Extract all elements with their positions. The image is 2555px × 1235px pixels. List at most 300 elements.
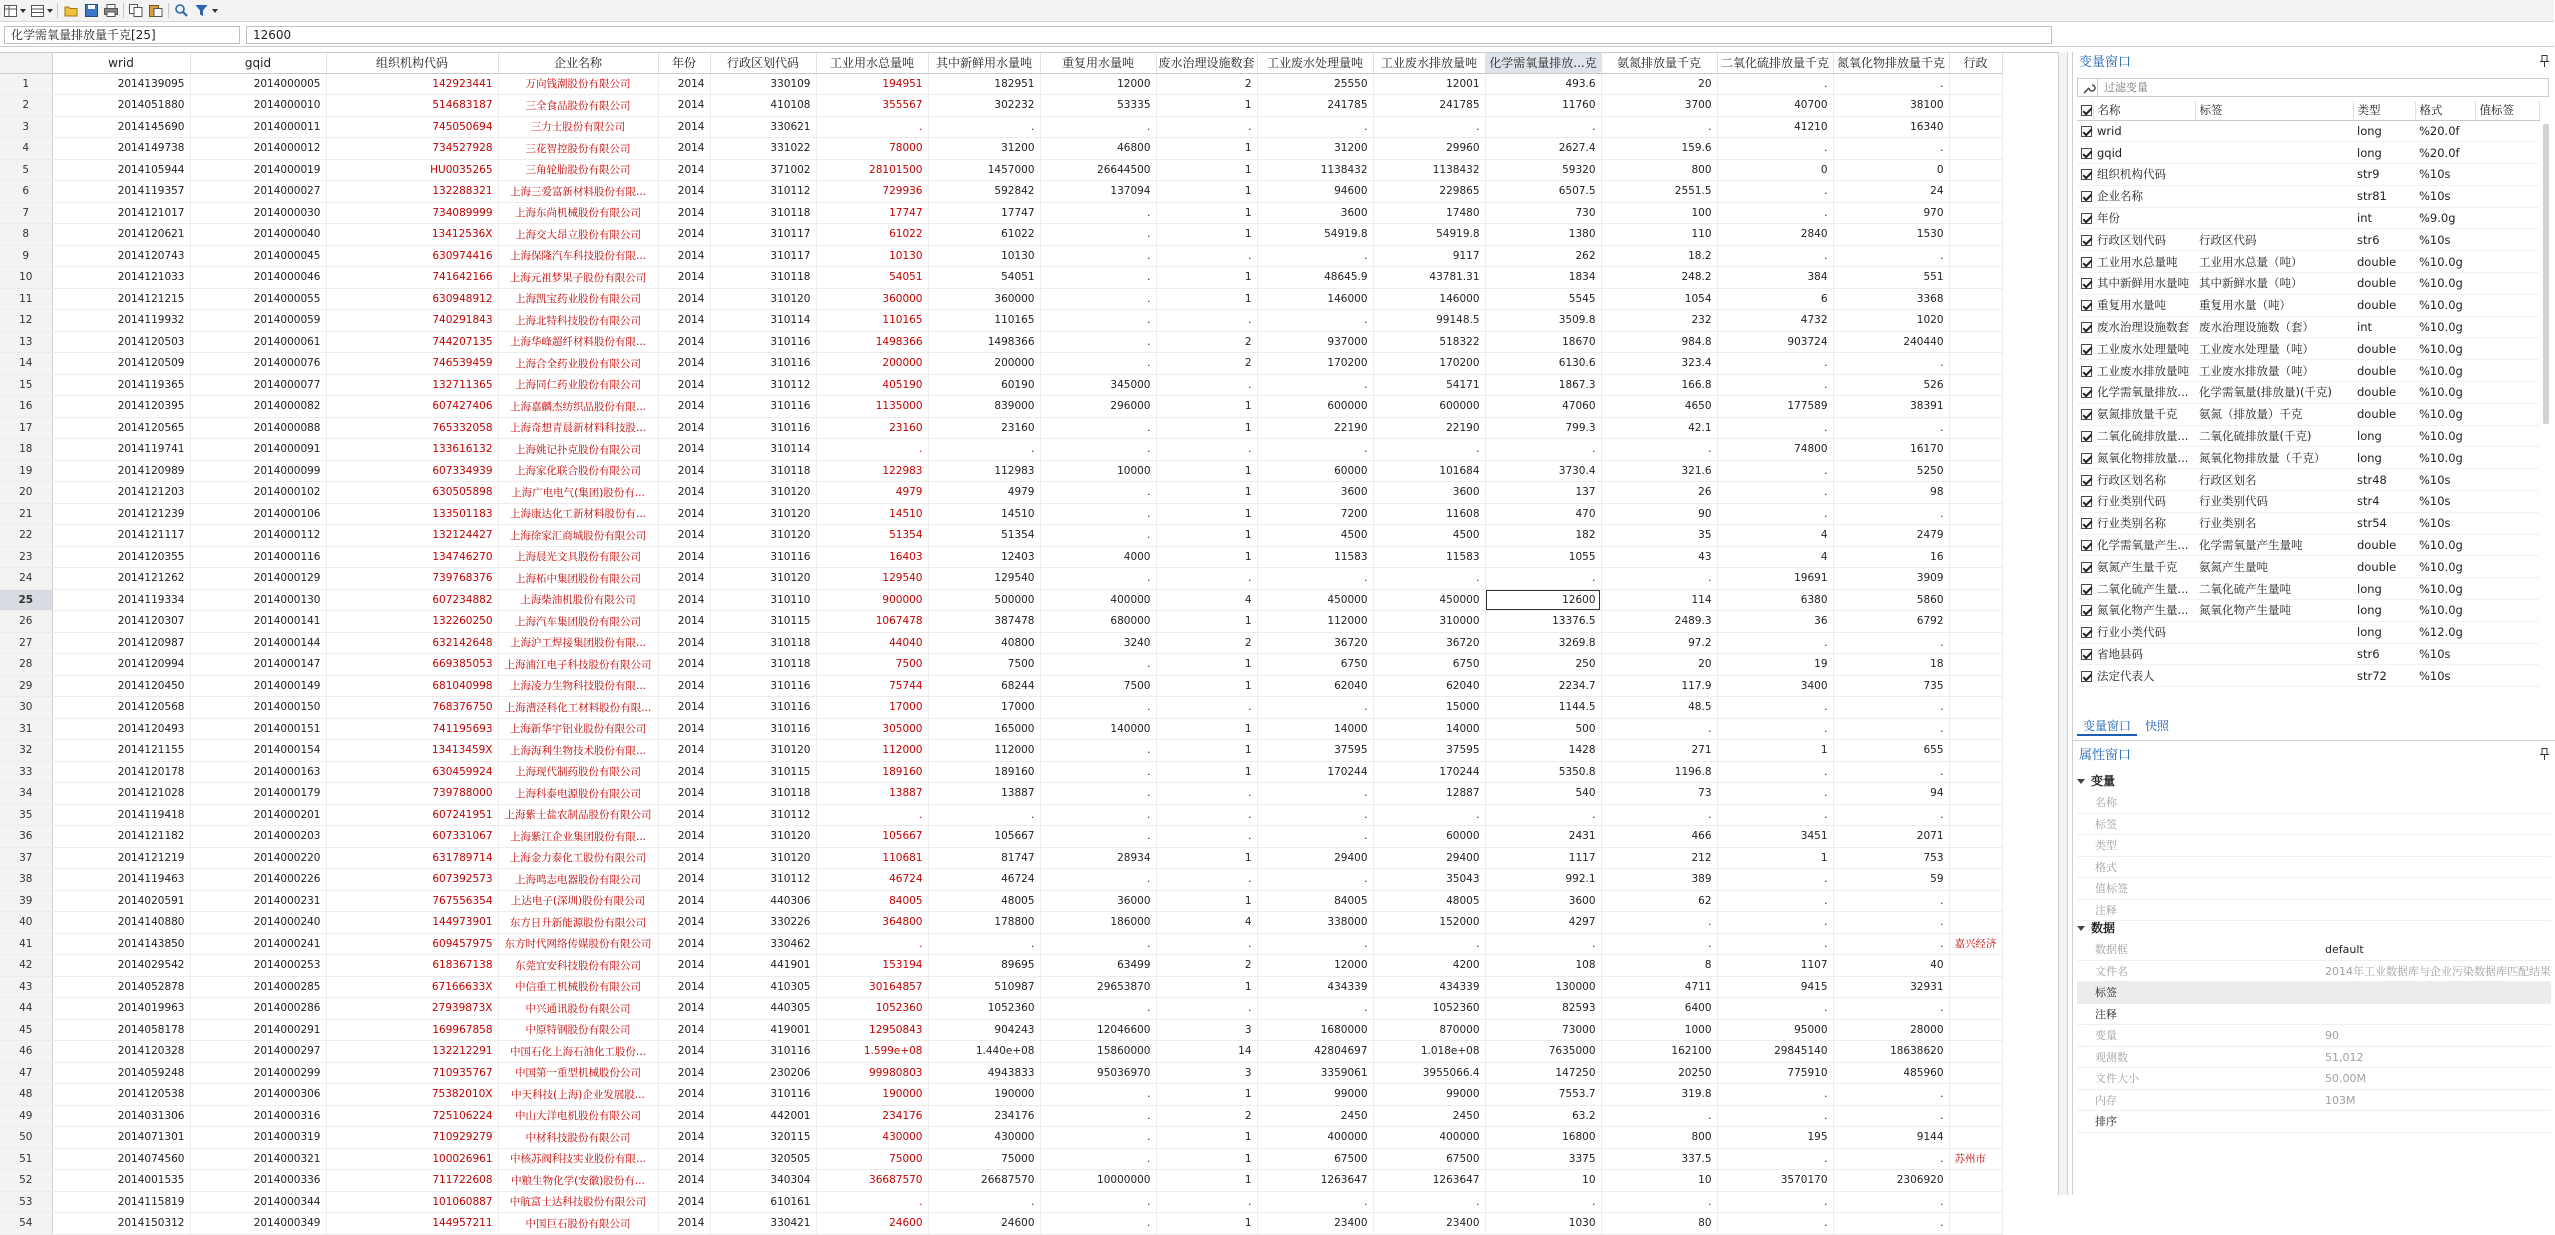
table-cell[interactable]: 310118 [710, 460, 816, 482]
table-cell[interactable]: . [1156, 568, 1257, 590]
table-cell[interactable]: . [1717, 460, 1833, 482]
table-cell[interactable]: 2014120987 [52, 632, 190, 654]
table-cell[interactable]: . [1040, 783, 1156, 805]
table-cell[interactable]: 4732 [1717, 310, 1833, 332]
table-cell[interactable]: 中航富士达科技股份有限公司 [498, 1191, 658, 1213]
table-cell[interactable]: 59 [1833, 869, 1949, 891]
table-cell[interactable]: 2014 [658, 869, 710, 891]
variable-row[interactable] [2077, 251, 2539, 273]
table-cell[interactable]: 2014 [658, 847, 710, 869]
table-cell[interactable]: 3 [1156, 1062, 1257, 1084]
variable-label[interactable]: 化学需氧量产生量吨 [2195, 534, 2353, 556]
table-cell[interactable]: 61022 [816, 224, 928, 246]
table-cell[interactable]: 1 [1156, 138, 1257, 160]
table-cell[interactable]: 0 [1717, 159, 1833, 181]
table-cell[interactable]: 305000 [816, 718, 928, 740]
row-number[interactable]: 22 [0, 525, 52, 547]
variable-row[interactable] [2077, 425, 2539, 447]
table-cell[interactable]: 2014031306 [52, 1105, 190, 1127]
row-number[interactable]: 15 [0, 374, 52, 396]
row-number[interactable]: 11 [0, 288, 52, 310]
table-cell[interactable]: 600000 [1257, 396, 1373, 418]
checkbox-icon[interactable] [2081, 431, 2092, 442]
table-cell[interactable]: . [1156, 804, 1257, 826]
table-cell[interactable]: 2 [1156, 1105, 1257, 1127]
table-cell[interactable]: 330621 [710, 116, 816, 138]
table-cell[interactable]: 3600 [1257, 482, 1373, 504]
row-number[interactable]: 25 [0, 589, 52, 611]
table-cell[interactable]: 740291843 [326, 310, 498, 332]
table-cell[interactable]: 2014074560 [52, 1148, 190, 1170]
table-cell[interactable]: 310112 [710, 181, 816, 203]
table-cell[interactable]: 36 [1717, 611, 1833, 633]
table-cell[interactable]: . [1040, 439, 1156, 461]
table-cell[interactable]: 1 [1156, 1084, 1257, 1106]
variable-label[interactable]: 其中新鲜水量（吨） [2195, 273, 2353, 295]
table-cell[interactable]: . [1833, 761, 1949, 783]
table-row[interactable] [0, 826, 2002, 848]
table-cell[interactable]: 112000 [928, 740, 1040, 762]
table-cell[interactable]: 40700 [1717, 95, 1833, 117]
table-cell[interactable]: 20250 [1601, 1062, 1717, 1084]
row-number[interactable]: 19 [0, 460, 52, 482]
table-cell[interactable]: 741642166 [326, 267, 498, 289]
table-cell[interactable]: 4711 [1601, 976, 1717, 998]
variable-row[interactable] [2077, 643, 2539, 665]
table-cell[interactable]: 2840 [1717, 224, 1833, 246]
table-cell[interactable]: 170200 [1257, 353, 1373, 375]
variable-checkbox[interactable] [2077, 469, 2093, 491]
table-cell[interactable]: 450000 [1373, 589, 1485, 611]
table-cell[interactable]: 54051 [816, 267, 928, 289]
variable-name[interactable]: 氮氧化物产生量... [2093, 600, 2195, 622]
table-cell[interactable]: 9415 [1717, 976, 1833, 998]
table-cell[interactable]: 26644500 [1040, 159, 1156, 181]
table-cell[interactable]: 110681 [816, 847, 928, 869]
table-cell[interactable]: 323.4 [1601, 353, 1717, 375]
property-row[interactable] [2077, 857, 2551, 879]
open-icon[interactable] [62, 2, 80, 19]
table-cell[interactable]: 441901 [710, 955, 816, 977]
variable-row[interactable] [2077, 621, 2539, 643]
table-row[interactable] [0, 374, 2002, 396]
table-cell[interactable]: 767556354 [326, 890, 498, 912]
table-cell[interactable]: 134746270 [326, 546, 498, 568]
table-cell[interactable]: 7500 [1040, 675, 1156, 697]
table-cell[interactable] [1949, 202, 2002, 224]
table-cell[interactable] [1949, 1062, 2002, 1084]
table-cell[interactable]: 310120 [710, 482, 816, 504]
table-cell[interactable]: . [1485, 804, 1601, 826]
table-cell[interactable]: . [1833, 632, 1949, 654]
column-header[interactable]: wrid [52, 53, 190, 73]
table-cell[interactable]: 18.2 [1601, 245, 1717, 267]
table-cell[interactable]: 43781.31 [1373, 267, 1485, 289]
table-cell[interactable]: . [1040, 826, 1156, 848]
table-cell[interactable]: . [1373, 568, 1485, 590]
variable-label[interactable] [2195, 643, 2353, 665]
table-row[interactable] [0, 1105, 2002, 1127]
variable-format[interactable]: %10.0g [2415, 556, 2475, 578]
table-cell[interactable]: 2014000179 [190, 783, 326, 805]
table-row[interactable] [0, 998, 2002, 1020]
checkbox-icon[interactable] [2081, 605, 2092, 616]
table-cell[interactable]: 23400 [1373, 1213, 1485, 1235]
table-cell[interactable]: 105667 [928, 826, 1040, 848]
table-cell[interactable]: 296000 [1040, 396, 1156, 418]
data-table[interactable] [0, 53, 2003, 1235]
table-cell[interactable]: 710935767 [326, 1062, 498, 1084]
table-cell[interactable]: 3700 [1601, 95, 1717, 117]
table-cell[interactable]: 900000 [816, 589, 928, 611]
table-cell[interactable]: 36720 [1257, 632, 1373, 654]
row-number[interactable]: 43 [0, 976, 52, 998]
table-cell[interactable]: 2014 [658, 890, 710, 912]
table-cell[interactable]: 12403 [928, 546, 1040, 568]
table-cell[interactable]: 839000 [928, 396, 1040, 418]
table-row[interactable] [0, 116, 2002, 138]
table-cell[interactable] [1949, 632, 2002, 654]
table-cell[interactable]: 1498366 [816, 331, 928, 353]
table-cell[interactable]: 110165 [928, 310, 1040, 332]
table-cell[interactable]: 137 [1485, 482, 1601, 504]
row-number[interactable]: 32 [0, 740, 52, 762]
table-cell[interactable]: 1 [1156, 159, 1257, 181]
variable-row[interactable] [2077, 578, 2539, 600]
table-cell[interactable]: 94 [1833, 783, 1949, 805]
print-icon[interactable] [102, 2, 120, 19]
table-cell[interactable]: 607334939 [326, 460, 498, 482]
table-cell[interactable]: 中粮生物化学(安徽)股份有... [498, 1170, 658, 1192]
row-number[interactable]: 45 [0, 1019, 52, 1041]
table-cell[interactable]: 2014 [658, 1170, 710, 1192]
table-cell[interactable]: 2014119463 [52, 869, 190, 891]
variable-type[interactable]: str9 [2353, 164, 2415, 186]
table-cell[interactable]: 1055 [1485, 546, 1601, 568]
variable-format[interactable]: %10s [2415, 643, 2475, 665]
variable-format[interactable]: %10.0g [2415, 425, 2475, 447]
table-cell[interactable]: 1.440e+08 [928, 1041, 1040, 1063]
variable-format[interactable]: %10s [2415, 512, 2475, 534]
table-cell[interactable]: 2014000203 [190, 826, 326, 848]
table-cell[interactable]: 上海浦江电子科技股份有限公司 [498, 654, 658, 676]
table-cell[interactable]: 1052360 [816, 998, 928, 1020]
row-number[interactable]: 20 [0, 482, 52, 504]
table-cell[interactable]: 144973901 [326, 912, 498, 934]
table-cell[interactable]: 133616132 [326, 439, 498, 461]
variable-type[interactable]: str4 [2353, 491, 2415, 513]
table-cell[interactable]: 681040998 [326, 675, 498, 697]
table-cell[interactable]: 3955066.4 [1373, 1062, 1485, 1084]
table-cell[interactable]: 153194 [816, 955, 928, 977]
variable-name[interactable]: 二氧化硫产生量... [2093, 578, 2195, 600]
variable-format[interactable]: %10.0g [2415, 251, 2475, 273]
table-cell[interactable]: 1263647 [1257, 1170, 1373, 1192]
table-cell[interactable]: 2014120328 [52, 1041, 190, 1063]
table-cell[interactable]: 310117 [710, 245, 816, 267]
table-cell[interactable]: 105667 [816, 826, 928, 848]
var-col-format[interactable]: 格式 [2415, 101, 2475, 120]
table-cell[interactable]: 3730.4 [1485, 460, 1601, 482]
table-cell[interactable]: 29845140 [1717, 1041, 1833, 1063]
table-row[interactable] [0, 396, 2002, 418]
table-cell[interactable]: 1144.5 [1485, 697, 1601, 719]
table-cell[interactable]: 上海沪工焊接集团股份有限... [498, 632, 658, 654]
table-cell[interactable]: 2014120450 [52, 675, 190, 697]
table-cell[interactable]: 112000 [1257, 611, 1373, 633]
table-cell[interactable]: . [1717, 73, 1833, 95]
table-cell[interactable]: . [1833, 697, 1949, 719]
table-cell[interactable]: 514683187 [326, 95, 498, 117]
data-grid[interactable] [0, 52, 2058, 1230]
table-cell[interactable]: 1 [1156, 525, 1257, 547]
table-cell[interactable]: . [1717, 804, 1833, 826]
row-number[interactable]: 52 [0, 1170, 52, 1192]
variable-type[interactable]: str6 [2353, 229, 2415, 251]
table-cell[interactable]: 1135000 [816, 396, 928, 418]
table-cell[interactable]: 2014 [658, 73, 710, 95]
variable-label[interactable]: 废水治理设施数（套） [2195, 316, 2353, 338]
table-cell[interactable]: 上海科泰电源股份有限公司 [498, 783, 658, 805]
table-cell[interactable]: 2014000059 [190, 310, 326, 332]
var-check-all[interactable] [2077, 101, 2093, 120]
variable-type[interactable]: double [2353, 360, 2415, 382]
table-cell[interactable]: 984.8 [1601, 331, 1717, 353]
table-cell[interactable] [1949, 374, 2002, 396]
variable-label[interactable]: 氨氮产生量吨 [2195, 556, 2353, 578]
table-cell[interactable]: 中材科技股份有限公司 [498, 1127, 658, 1149]
table-cell[interactable]: . [1257, 568, 1373, 590]
table-cell[interactable]: 510987 [928, 976, 1040, 998]
table-cell[interactable] [1949, 1127, 2002, 1149]
table-cell[interactable]: 500000 [928, 589, 1040, 611]
table-cell[interactable] [1949, 740, 2002, 762]
table-cell[interactable]: . [1257, 245, 1373, 267]
table-cell[interactable]: 493.6 [1485, 73, 1601, 95]
variable-label[interactable] [2195, 621, 2353, 643]
table-cell[interactable]: 78000 [816, 138, 928, 160]
row-number[interactable]: 39 [0, 890, 52, 912]
pin-icon[interactable] [2540, 748, 2550, 762]
table-cell[interactable]: . [1156, 116, 1257, 138]
table-cell[interactable]: 上海新华宇铝业股份有限公司 [498, 718, 658, 740]
table-cell[interactable]: 67500 [1373, 1148, 1485, 1170]
table-cell[interactable]: 94600 [1257, 181, 1373, 203]
variable-name[interactable]: 化学需氧量产生... [2093, 534, 2195, 556]
table-cell[interactable]: 2 [1156, 955, 1257, 977]
table-cell[interactable]: 上海广电电气(集团)股份有... [498, 482, 658, 504]
table-cell[interactable]: 上海华峰超纤材料股份有限... [498, 331, 658, 353]
table-cell[interactable]: 607427406 [326, 396, 498, 418]
property-row[interactable] [2077, 961, 2551, 983]
table-cell[interactable]: 2014120743 [52, 245, 190, 267]
checkbox-icon[interactable] [2081, 257, 2092, 268]
table-cell[interactable]: 2014 [658, 546, 710, 568]
table-cell[interactable]: 904243 [928, 1019, 1040, 1041]
checkbox-icon[interactable] [2081, 409, 2092, 420]
property-row[interactable] [2077, 1047, 2551, 1069]
table-cell[interactable]: 178800 [928, 912, 1040, 934]
table-row[interactable] [0, 245, 2002, 267]
table-cell[interactable]: 430000 [928, 1127, 1040, 1149]
variable-format[interactable]: %10.0g [2415, 294, 2475, 316]
variable-type[interactable]: int [2353, 207, 2415, 229]
table-cell[interactable]: 2014000201 [190, 804, 326, 826]
table-cell[interactable]: 2014 [658, 740, 710, 762]
table-cell[interactable]: 17747 [928, 202, 1040, 224]
table-cell[interactable]: 321.6 [1601, 460, 1717, 482]
table-cell[interactable]: 4 [1717, 546, 1833, 568]
table-cell[interactable]: . [1040, 654, 1156, 676]
table-cell[interactable]: 2014 [658, 181, 710, 203]
table-cell[interactable]: 609457975 [326, 933, 498, 955]
table-cell[interactable]: 2014120503 [52, 331, 190, 353]
variable-name[interactable]: 行业类别代码 [2093, 491, 2195, 513]
table-cell[interactable]: . [1717, 138, 1833, 160]
table-cell[interactable]: . [1040, 1148, 1156, 1170]
table-cell[interactable]: 440305 [710, 998, 816, 1020]
table-cell[interactable]: 上海漕泾科化工材料股份有限... [498, 697, 658, 719]
table-cell[interactable]: 232 [1601, 310, 1717, 332]
table-cell[interactable]: 2014 [658, 95, 710, 117]
variable-checkbox[interactable] [2077, 164, 2093, 186]
table-cell[interactable]: 1 [1717, 740, 1833, 762]
table-cell[interactable]: 768376750 [326, 697, 498, 719]
table-cell[interactable]: 22190 [1373, 417, 1485, 439]
save-icon[interactable] [82, 2, 100, 19]
property-row[interactable] [2077, 1068, 2551, 1090]
table-cell[interactable]: 485960 [1833, 1062, 1949, 1084]
table-cell[interactable]: 2014 [658, 116, 710, 138]
table-cell[interactable]: 17747 [816, 202, 928, 224]
table-cell[interactable]: 中原特钢股份有限公司 [498, 1019, 658, 1041]
variable-value-label[interactable] [2475, 142, 2539, 164]
table-cell[interactable]: 2014 [658, 697, 710, 719]
variable-checkbox[interactable] [2077, 621, 2093, 643]
table-cell[interactable]: 195 [1717, 1127, 1833, 1149]
table-cell[interactable]: 2014000005 [190, 73, 326, 95]
table-cell[interactable]: 1428 [1485, 740, 1601, 762]
variable-row[interactable] [2077, 142, 2539, 164]
table-cell[interactable]: 632142648 [326, 632, 498, 654]
table-cell[interactable]: 60000 [1373, 826, 1485, 848]
table-cell[interactable]: 40 [1833, 955, 1949, 977]
variable-format[interactable]: %10.0g [2415, 600, 2475, 622]
table-cell[interactable]: 2014 [658, 1105, 710, 1127]
table-cell[interactable]: 800 [1601, 1127, 1717, 1149]
variable-row[interactable] [2077, 382, 2539, 404]
table-cell[interactable]: 1680000 [1257, 1019, 1373, 1041]
table-cell[interactable]: 6130.6 [1485, 353, 1601, 375]
column-header[interactable]: 年份 [658, 53, 710, 73]
table-row[interactable] [0, 589, 2002, 611]
table-cell[interactable]: 2014000040 [190, 224, 326, 246]
table-cell[interactable]: 189160 [816, 761, 928, 783]
table-cell[interactable]: 430000 [816, 1127, 928, 1149]
row-number[interactable]: 2 [0, 95, 52, 117]
table-cell[interactable]: 607331067 [326, 826, 498, 848]
table-cell[interactable]: 4943833 [928, 1062, 1040, 1084]
table-cell[interactable]: 42804697 [1257, 1041, 1373, 1063]
variable-type[interactable]: long [2353, 578, 2415, 600]
table-cell[interactable]: 84005 [816, 890, 928, 912]
row-number[interactable]: 14 [0, 353, 52, 375]
table-cell[interactable]: . [1257, 869, 1373, 891]
table-cell[interactable]: 330462 [710, 933, 816, 955]
table-cell[interactable]: 2014000299 [190, 1062, 326, 1084]
checkbox-icon[interactable] [2081, 584, 2092, 595]
table-cell[interactable]: 2014000154 [190, 740, 326, 762]
table-cell[interactable] [1949, 267, 2002, 289]
table-cell[interactable]: . [1485, 116, 1601, 138]
table-cell[interactable]: 2 [1156, 632, 1257, 654]
table-row[interactable] [0, 138, 2002, 160]
table-cell[interactable]: 11608 [1373, 503, 1485, 525]
table-cell[interactable]: . [1717, 1084, 1833, 1106]
table-cell[interactable]: 1054 [1601, 288, 1717, 310]
table-cell[interactable]: 17000 [816, 697, 928, 719]
table-cell[interactable]: 194951 [816, 73, 928, 95]
table-cell[interactable]: 29960 [1373, 138, 1485, 160]
table-cell[interactable]: . [1833, 353, 1949, 375]
table-cell[interactable]: 2014 [658, 976, 710, 998]
table-cell[interactable]: 2014 [658, 1041, 710, 1063]
table-cell[interactable]: 200000 [816, 353, 928, 375]
table-cell[interactable]: 1 [1156, 288, 1257, 310]
variable-type[interactable]: str48 [2353, 469, 2415, 491]
variable-value-label[interactable] [2475, 229, 2539, 251]
filter-dropdown-icon[interactable] [211, 2, 219, 19]
variable-name[interactable]: gqid [2093, 142, 2195, 164]
table-cell[interactable]: 101060887 [326, 1191, 498, 1213]
table-cell[interactable]: 450000 [1257, 589, 1373, 611]
variable-checkbox[interactable] [2077, 207, 2093, 229]
table-cell[interactable]: 2014139095 [52, 73, 190, 95]
table-cell[interactable]: 2014000010 [190, 95, 326, 117]
table-cell[interactable]: 2014000091 [190, 439, 326, 461]
table-cell[interactable]: . [1601, 933, 1717, 955]
table-cell[interactable]: . [1717, 181, 1833, 203]
variable-type[interactable]: int [2353, 316, 2415, 338]
table-cell[interactable]: 26687570 [928, 1170, 1040, 1192]
row-number[interactable]: 42 [0, 955, 52, 977]
table-cell[interactable]: 112983 [928, 460, 1040, 482]
table-cell[interactable]: 13413459X [326, 740, 498, 762]
checkbox-icon[interactable] [2081, 278, 2092, 289]
variable-format[interactable]: %20.0f [2415, 120, 2475, 142]
table-cell[interactable]: 54051 [928, 267, 1040, 289]
table-cell[interactable] [1949, 589, 2002, 611]
table-cell[interactable]: . [816, 804, 928, 826]
variable-checkbox[interactable] [2077, 185, 2093, 207]
table-cell[interactable]: 389 [1601, 869, 1717, 891]
table-cell[interactable]: 4979 [816, 482, 928, 504]
table-cell[interactable]: 24 [1833, 181, 1949, 203]
table-cell[interactable]: 734089999 [326, 202, 498, 224]
table-cell[interactable]: . [1040, 503, 1156, 525]
table-cell[interactable]: 2014000099 [190, 460, 326, 482]
variable-label[interactable]: 重复用水量（吨） [2195, 294, 2353, 316]
property-row[interactable] [2077, 900, 2551, 922]
table-cell[interactable]: 6400 [1601, 998, 1717, 1020]
table-cell[interactable]: 99148.5 [1373, 310, 1485, 332]
table-cell[interactable]: 1020 [1833, 310, 1949, 332]
table-cell[interactable]: 310115 [710, 611, 816, 633]
variable-label[interactable] [2195, 120, 2353, 142]
table-cell[interactable]: . [1373, 933, 1485, 955]
variable-type[interactable]: str72 [2353, 665, 2415, 687]
table-cell[interactable]: 110165 [816, 310, 928, 332]
